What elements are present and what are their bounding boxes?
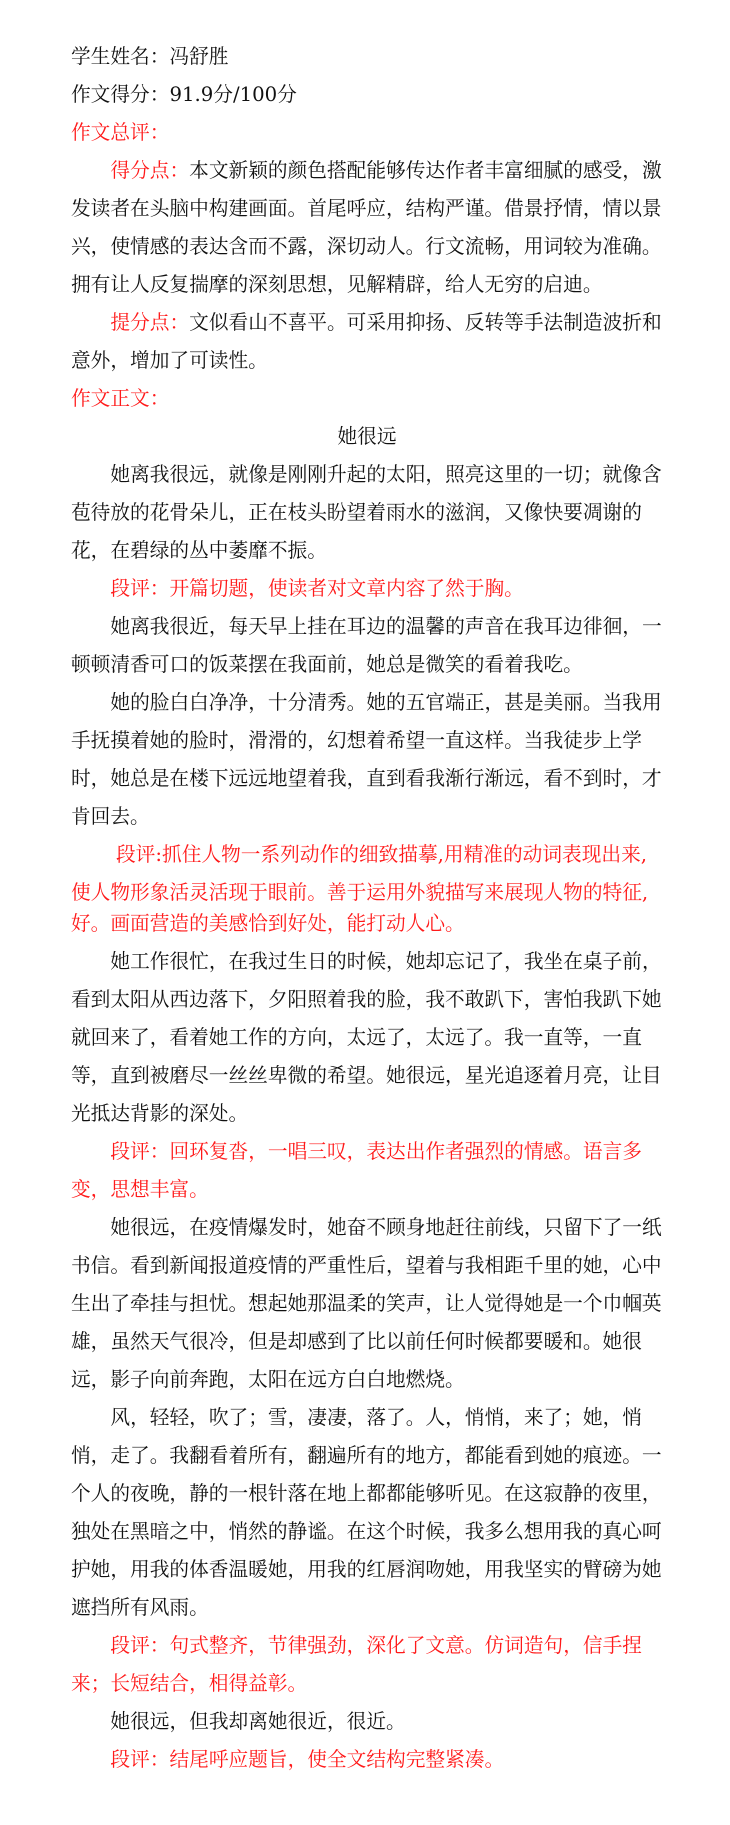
essay-document [71, 38, 663, 1779]
score-label: 作文得分： [71, 83, 170, 106]
paragraph-comment: 段评：结尾呼应题旨，使全文结构完整紧凑。 [110, 1748, 505, 1771]
essay-title: 她很远 [337, 425, 397, 448]
improve-text: 文似看山不喜平。可采用抑扬、反转等手法制造波折和意外，增加了可读性。 [71, 311, 662, 372]
essay-paragraph: 她离我很远，就像是刚刚升起的太阳，照亮这里的一切；就像含苞待放的花骨朵儿，正在枝头盼望着雨水的滋润，又像快要凋谢的花，在碧绿的丛中萎靡不振。 [71, 463, 662, 562]
score-line [71, 76, 663, 114]
score-value: 91.9分/100分 [169, 83, 297, 106]
name-label: 学生姓名： [71, 45, 170, 68]
paragraph-comment [71, 836, 663, 936]
improve-label: 提分点： [110, 311, 190, 334]
review-heading: 作文总评： [71, 121, 170, 144]
paragraph-comment: 段评：回环复沓，一唱三叹，表达出作者强烈的情感。语言多变，思想丰富。 [71, 1140, 642, 1201]
strengths-paragraph [71, 152, 663, 304]
paragraph-comment: 段评：句式整齐，节律强劲，深化了文意。仿词造句，信手捏来；长短结合，相得益彰。 [71, 1634, 642, 1695]
comment-line: 好。画面营造的美感恰到好处，能打动人心。 [71, 912, 465, 935]
essay-paragraph: 她很远，在疫情爆发时，她奋不顾身地赶往前线，只留下了一纸书信。看到新闻报道疫情的严重性后，望着与我相距千里的她，心中生出了牵挂与担忧。想起她那温柔的笑声，让人觉得她是一个巾帼英雄，虽然天气很冷，但是却感到了比以前任何时候都要暖和。她很远，影子向前奔跑，太阳在远方白白地燃烧。 [71, 1216, 662, 1391]
improve-paragraph [71, 304, 663, 380]
student-name-line [71, 38, 663, 76]
essay-heading: 作文正文： [71, 387, 170, 410]
essay-paragraph: 她离我很近，每天早上挂在耳边的温馨的声音在我耳边徘徊，一顿顿清香可口的饭菜摆在我面前，她总是微笑的看着我吃。 [71, 615, 662, 676]
comment-line: 段评:抓住人物一系列动作的细致描摹,用精准的动词表现出来, [116, 843, 648, 866]
strengths-label: 得分点： [110, 159, 190, 182]
name-value: 冯舒胜 [169, 45, 229, 68]
paragraph-comment: 段评：开篇切题，使读者对文章内容了然于胸。 [110, 577, 524, 600]
essay-paragraph: 她的脸白白净净，十分清秀。她的五官端正，甚是美丽。当我用手抚摸着她的脸时，滑滑的，幻想着希望一直这样。当我徒步上学时，她总是在楼下远远地望着我，直到看我渐行渐远，看不到时，才肯回去。 [71, 691, 662, 828]
essay-paragraph: 她很远，但我却离她很近，很近。 [110, 1710, 406, 1733]
strengths-text: 本文新颖的颜色搭配能够传达作者丰富细腻的感受，激发读者在头脑中构建画面。首尾呼应，结构严谨。借景抒情，情以景兴，使情感的表达含而不露，深切动人。行文流畅，用词较为准确。拥有让人反复揣摩的深刻思想，见解精辟，给人无穷的启迪。 [71, 159, 662, 296]
essay-paragraph: 风，轻轻，吹了；雪，凄凄，落了。人，悄悄，来了；她，悄悄，走了。我翻看着所有，翻遍所有的地方，都能看到她的痕迹。一个人的夜晚，静的一根针落在地上都都能够听见。在这寂静的夜里，独处在黑暗之中，悄然的静谧。在这个时候，我多么想用我的真心呵护她，用我的体香温暖她，用我的红唇润吻她，用我坚实的臂磅为她遮挡所有风雨。 [71, 1406, 662, 1619]
comment-line: 使人物形象活灵活现于眼前。善于运用外貌描写来展现人物的特征, [71, 881, 649, 904]
essay-paragraph: 她工作很忙，在我过生日的时候，她却忘记了，我坐在桌子前，看到太阳从西边落下，夕阳照着我的脸，我不敢趴下，害怕我趴下她就回来了，看着她工作的方向，太远了，太远了。我一直等，一直等，直到被磨尽一丝丝卑微的希望。她很远，星光追逐着月亮，让目光抵达背影的深处。 [71, 950, 662, 1125]
